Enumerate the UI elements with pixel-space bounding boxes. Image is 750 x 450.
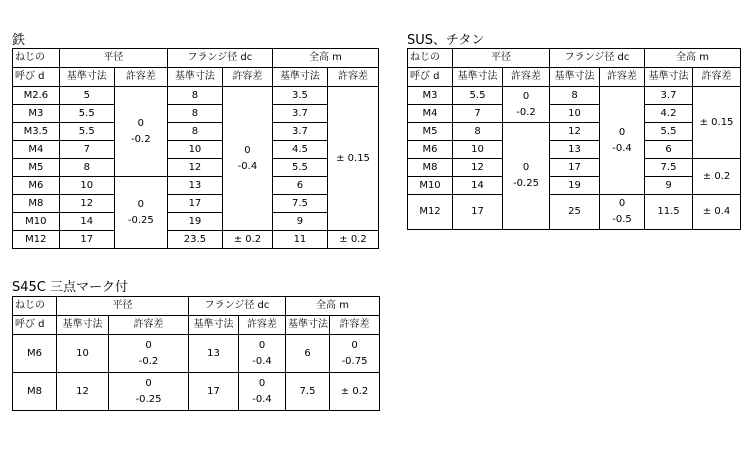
height-basic-cell: 9 [645,177,693,195]
size-cell: M10 [13,213,60,231]
header-basic: 基準寸法 [189,316,239,335]
width-tolerance-cell: 0 -0.2 [109,335,189,373]
flange-basic-cell: 17 [550,159,600,177]
height-basic-cell: 3.7 [645,87,693,105]
size-cell: M6 [13,335,57,373]
header-basic: 基準寸法 [453,68,503,87]
header-width: 平径 [453,49,550,68]
size-cell: M6 [408,141,453,159]
header-tolerance: 許容差 [503,68,550,87]
flange-tolerance-cell: 0 -0.4 [223,87,273,231]
height-basic-cell: 4.2 [645,105,693,123]
table-title-sus-titanium: SUS、チタン [407,33,485,48]
height-basic-cell: 5.5 [645,123,693,141]
flange-tolerance-cell: 0 -0.4 [600,87,645,195]
height-basic-cell: 6 [645,141,693,159]
flange-tolerance-cell: ± 0.2 [223,231,273,249]
header-basic: 基準寸法 [272,68,327,87]
height-tolerance-cell: ± 0.15 [328,87,379,231]
header-basic: 基準寸法 [167,68,222,87]
flange-basic-cell: 19 [167,213,222,231]
flange-basic-cell: 8 [167,105,222,123]
width-basic-cell: 5.5 [453,87,503,105]
height-basic-cell: 4.5 [272,141,327,159]
flange-basic-cell: 13 [550,141,600,159]
flange-basic-cell: 8 [550,87,600,105]
header-nominal: 呼び d [13,68,60,87]
width-basic-cell: 5.5 [59,105,114,123]
header-thread: ねじの [13,49,60,68]
header-height: 全高 m [286,297,380,316]
height-basic-cell: 11 [272,231,327,249]
header-height: 全高 m [645,49,741,68]
width-basic-cell: 17 [453,195,503,230]
flange-basic-cell: 8 [167,87,222,105]
height-tolerance-cell: ± 0.15 [693,87,741,159]
width-basic-cell: 17 [59,231,114,249]
width-tolerance-cell: 0 -0.25 [114,177,167,249]
flange-basic-cell: 25 [550,195,600,230]
size-cell: M8 [13,195,60,213]
size-cell: M8 [13,373,57,411]
flange-basic-cell: 17 [167,195,222,213]
size-cell: M2.6 [13,87,60,105]
width-basic-cell: 14 [59,213,114,231]
size-cell: M5 [408,123,453,141]
width-basic-cell: 8 [59,159,114,177]
height-basic-cell: 7.5 [645,159,693,177]
height-tolerance-cell: 0 -0.75 [330,335,380,373]
width-basic-cell: 10 [57,335,109,373]
size-cell: M12 [13,231,60,249]
height-basic-cell: 3.7 [272,105,327,123]
size-cell: M10 [408,177,453,195]
height-tolerance-cell: ± 0.2 [693,159,741,195]
width-tolerance-cell: 0 -0.2 [503,87,550,123]
height-basic-cell: 11.5 [645,195,693,230]
width-tolerance-cell: 0 -0.2 [114,87,167,177]
header-flange: フランジ径 dc [189,297,286,316]
height-basic-cell: 3.7 [272,123,327,141]
header-flange: フランジ径 dc [550,49,645,68]
height-tolerance-cell: ± 0.2 [328,231,379,249]
header-flange: フランジ径 dc [167,49,272,68]
width-basic-cell: 12 [57,373,109,411]
header-width: 平径 [57,297,189,316]
size-cell: M3.5 [13,123,60,141]
height-basic-cell: 6 [272,177,327,195]
width-basic-cell: 8 [453,123,503,141]
header-basic: 基準寸法 [57,316,109,335]
size-cell: M3 [408,87,453,105]
flange-basic-cell: 17 [189,373,239,411]
header-nominal: 呼び d [13,316,57,335]
flange-basic-cell: 13 [167,177,222,195]
header-tolerance: 許容差 [239,316,286,335]
flange-tolerance-cell: 0 -0.4 [239,335,286,373]
spec-table-s45c [12,296,380,411]
flange-basic-cell: 13 [189,335,239,373]
header-width: 平径 [59,49,167,68]
header-tolerance: 許容差 [109,316,189,335]
size-cell: M4 [13,141,60,159]
height-basic-cell: 5.5 [272,159,327,177]
header-tolerance: 許容差 [328,68,379,87]
width-basic-cell: 5.5 [59,123,114,141]
flange-tolerance-cell: 0 -0.5 [600,195,645,230]
height-basic-cell: 7.5 [286,373,330,411]
size-cell: M6 [13,177,60,195]
width-basic-cell: 5 [59,87,114,105]
width-tolerance-cell: 0 -0.25 [109,373,189,411]
spec-table-iron [12,48,379,249]
width-basic-cell: 14 [453,177,503,195]
flange-basic-cell: 8 [167,123,222,141]
header-thread: ねじの [13,297,57,316]
size-cell: M3 [13,105,60,123]
height-tolerance-cell: ± 0.4 [693,195,741,230]
height-basic-cell: 9 [272,213,327,231]
size-cell: M5 [13,159,60,177]
height-basic-cell: 3.5 [272,87,327,105]
height-tolerance-cell: ± 0.2 [330,373,380,411]
width-basic-cell: 7 [59,141,114,159]
height-basic-cell: 6 [286,335,330,373]
table-title-iron: 鉄 [12,33,26,48]
height-basic-cell: 7.5 [272,195,327,213]
header-basic: 基準寸法 [59,68,114,87]
size-cell: M8 [408,159,453,177]
size-cell: M4 [408,105,453,123]
header-basic: 基準寸法 [645,68,693,87]
width-tolerance-cell: 0 -0.25 [503,123,550,230]
header-basic: 基準寸法 [550,68,600,87]
header-height: 全高 m [272,49,378,68]
width-basic-cell: 12 [59,195,114,213]
header-tolerance: 許容差 [223,68,273,87]
size-cell: M12 [408,195,453,230]
width-basic-cell: 12 [453,159,503,177]
flange-basic-cell: 12 [167,159,222,177]
flange-basic-cell: 10 [550,105,600,123]
header-tolerance: 許容差 [114,68,167,87]
flange-tolerance-cell: 0 -0.4 [239,373,286,411]
flange-basic-cell: 10 [167,141,222,159]
flange-basic-cell: 19 [550,177,600,195]
header-tolerance: 許容差 [693,68,741,87]
header-tolerance: 許容差 [330,316,380,335]
width-basic-cell: 10 [453,141,503,159]
header-nominal: 呼び d [408,68,453,87]
header-thread: ねじの [408,49,453,68]
header-basic: 基準寸法 [286,316,330,335]
header-tolerance: 許容差 [600,68,645,87]
flange-basic-cell: 23.5 [167,231,222,249]
width-basic-cell: 7 [453,105,503,123]
table-title-s45c: S45C 三点マーク付 [12,280,129,295]
flange-basic-cell: 12 [550,123,600,141]
width-basic-cell: 10 [59,177,114,195]
spec-table-sus-titanium [407,48,741,230]
